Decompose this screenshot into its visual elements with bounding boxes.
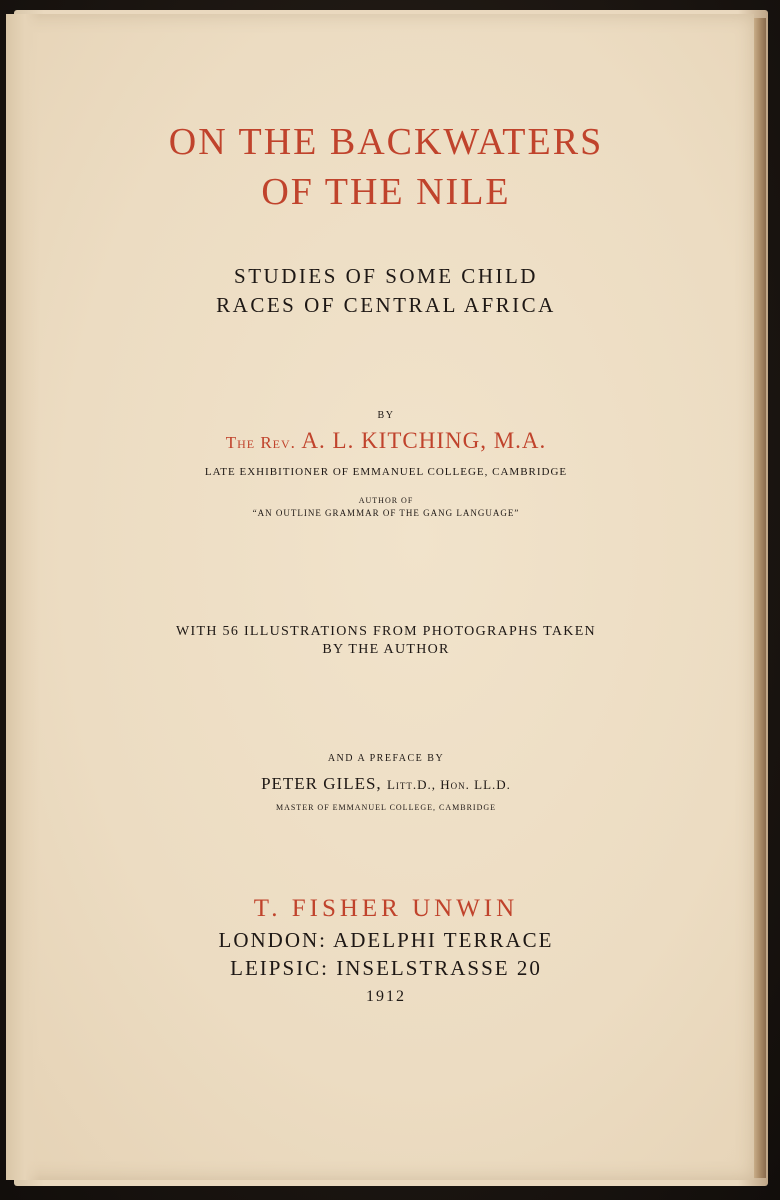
author-other-work: “AN OUTLINE GRAMMAR OF THE GANG LANGUAGE” bbox=[252, 508, 520, 518]
preface-author-degrees: Litt.D., Hon. LL.D. bbox=[386, 777, 511, 792]
publisher-city-leipsic: LEIPSIC: INSELSTRASSE 20 bbox=[230, 956, 542, 980]
preface-author-title: MASTER OF EMMANUEL COLLEGE, CAMBRIDGE bbox=[275, 803, 497, 812]
publisher-name: T. FISHER UNWIN bbox=[253, 895, 519, 922]
illustrations-line-1: WITH 56 ILLUSTRATIONS FROM PHOTOGRAPHS TAKEN bbox=[176, 624, 596, 639]
book-title-line-2: OF THE NILE bbox=[261, 171, 511, 213]
publisher-city-london: LONDON: ADELPHI TERRACE bbox=[218, 928, 554, 952]
author-credential: LATE EXHIBITIONER OF EMMANUEL COLLEGE, CAMBRIDGE bbox=[204, 466, 568, 478]
author-line bbox=[36, 428, 736, 454]
author-prefix: The Rev. bbox=[225, 433, 296, 452]
publication-year: 1912 bbox=[366, 988, 406, 1005]
preface-author-name: PETER GILES, bbox=[261, 774, 382, 793]
page-gutter bbox=[6, 14, 40, 1180]
author-name: A. L. KITCHING, M.A. bbox=[301, 428, 547, 453]
book-title-line-1: ON THE BACKWATERS bbox=[168, 121, 604, 163]
illustrations-line-2: BY THE AUTHOR bbox=[322, 642, 450, 657]
book-page bbox=[6, 14, 754, 1180]
subtitle-line-2: RACES OF CENTRAL AFRICA bbox=[216, 293, 556, 317]
page-fore-edge bbox=[754, 18, 766, 1178]
title-page bbox=[36, 14, 736, 1180]
author-of-label: AUTHOR OF bbox=[358, 496, 414, 505]
by-label: BY bbox=[377, 410, 395, 421]
subtitle-line-1: STUDIES OF SOME CHILD bbox=[234, 264, 538, 288]
preface-author-line bbox=[36, 774, 736, 794]
preface-intro: AND A PREFACE BY bbox=[327, 753, 445, 764]
